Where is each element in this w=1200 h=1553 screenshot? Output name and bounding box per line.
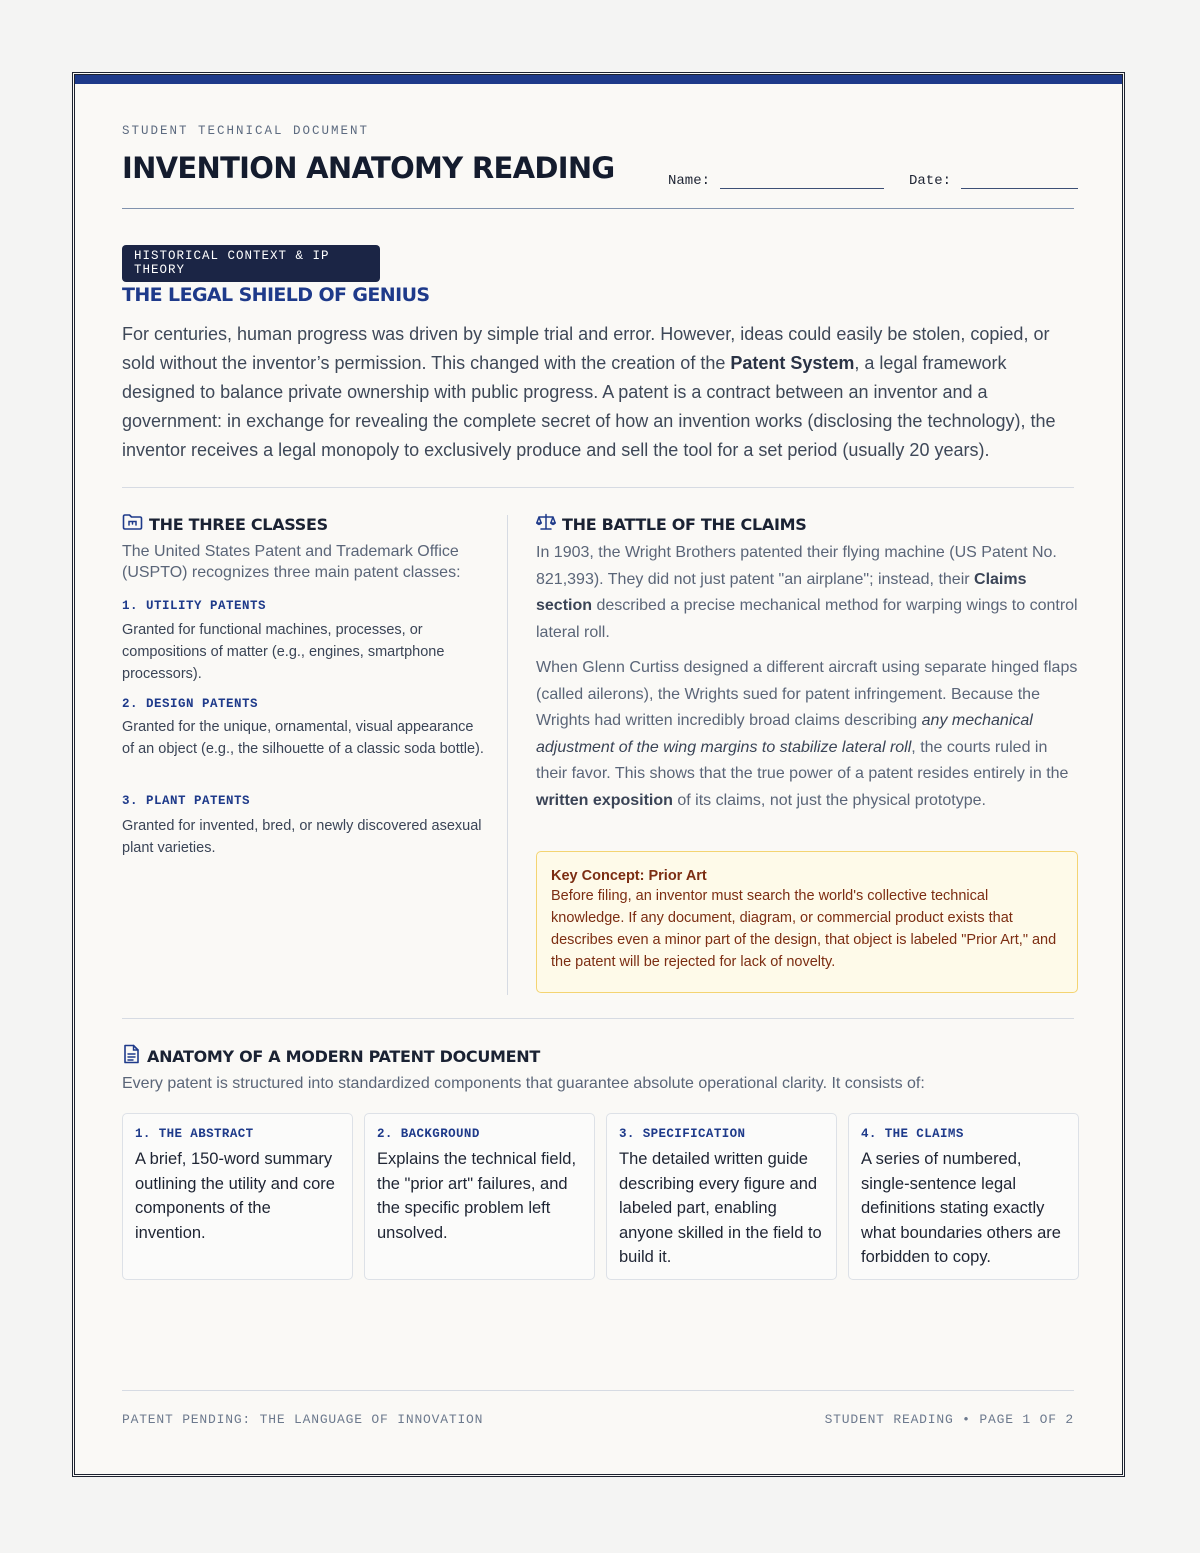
worksheet-page [72, 72, 1125, 1477]
name-field[interactable] [668, 170, 884, 189]
component-card-claims [848, 1113, 1079, 1280]
page-title: INVENTION ANATOMY READING [122, 151, 615, 185]
class-title-plant: 3. PLANT PATENTS [122, 794, 251, 808]
document-icon [122, 1044, 147, 1068]
date-input-line[interactable] [961, 170, 1078, 189]
card-body: A series of numbered, single-sentence legal definitions stating exactly what boundaries others are forbidden to copy. [861, 1150, 1061, 1266]
three-classes-heading [122, 513, 328, 535]
intro-paragraph: For centuries, human progress was driven by simple trial and error. However, ideas could easily be stolen, copied, or sold without the inventor’s permission. This changed with the creation of the Patent System, a legal framework designed to balance private ownership with public progress. A patent is a contract between an inventor and a government: in exchange for revealing the complete secret of how an invention works (disclosing the technology), the inventor receives a legal monopoly to exclusively produce and sell the tool for a set period (usually 20 years). [122, 324, 1056, 460]
callout-title: Key Concept: Prior Art [551, 868, 707, 884]
claims-heading [536, 513, 806, 535]
name-label: Name: [668, 173, 711, 189]
section-heading: THE LEGAL SHIELD OF GENIUS [122, 284, 430, 306]
prior-art-callout [536, 851, 1078, 993]
folder-icon [122, 513, 149, 535]
card-title: 3. SPECIFICATION [619, 1127, 746, 1141]
date-label: Date: [909, 173, 952, 189]
claims-title: THE BATTLE OF THE CLAIMS [562, 514, 807, 534]
card-body: A brief, 150-word summary outlining the utility and core components of the invention. [135, 1150, 335, 1242]
anatomy-divider [122, 1018, 1074, 1019]
document-eyebrow: STUDENT TECHNICAL DOCUMENT [122, 124, 370, 138]
component-card-specification [606, 1113, 837, 1280]
scale-icon [536, 513, 562, 535]
anatomy-heading [122, 1044, 540, 1068]
claims-section-term: Claims section [536, 570, 1027, 614]
classes-intro: The United States Patent and Trademark Office (USPTO) recognizes three main patent classes: [122, 543, 461, 581]
three-classes-title: THE THREE CLASSES [149, 514, 328, 534]
written-exposition-term: written exposition [536, 791, 673, 809]
card-title: 1. THE ABSTRACT [135, 1127, 254, 1141]
footer-right: STUDENT READING • PAGE 1 OF 2 [824, 1412, 1074, 1427]
callout-body: Before filing, an inventor must search the world's collective technical knowledge. If any document, diagram, or commercial product exists that describes even a minor part of the design, that object is labeled "Prior Art," and the patent will be rejected for lack of novelty. [551, 888, 1057, 970]
column-divider [507, 515, 508, 995]
name-input-line[interactable] [720, 170, 884, 189]
component-card-background [364, 1113, 595, 1280]
footer-left: PATENT PENDING: THE LANGUAGE OF INNOVATION [122, 1412, 484, 1427]
class-title-design: 2. DESIGN PATENTS [122, 697, 259, 711]
patent-system-term: Patent System [730, 353, 855, 373]
card-body: The detailed written guide describing every figure and labeled part, enabling anyone skilled in the field to build it. [619, 1150, 822, 1266]
section-pill: HISTORICAL CONTEXT & IP THEORY [122, 245, 380, 282]
claim-quote: any mechanical adjustment of the wing margins to stabilize lateral roll [536, 712, 1033, 756]
section-divider [122, 487, 1074, 488]
footer-divider [122, 1390, 1074, 1391]
class-body-design: Granted for the unique, ornamental, visual appearance of an object (e.g., the silhouette of a classic soda bottle). [122, 719, 484, 757]
date-field[interactable] [909, 170, 1078, 189]
header-divider [122, 208, 1074, 209]
top-accent-bar [75, 75, 1122, 84]
claims-paragraph-1: In 1903, the Wright Brothers patented their flying machine (US Patent No. 821,393). They did not just patent "an airplane"; instead, their Claims section described a precise mechanical method for warping wings to control lateral roll. [536, 544, 1078, 641]
class-body-utility: Granted for functional machines, processes, or compositions of matter (e.g., engines, smartphone processors). [122, 622, 445, 682]
anatomy-title: ANATOMY OF A MODERN PATENT DOCUMENT [147, 1046, 540, 1066]
claims-paragraph-2: When Glenn Curtiss designed a different aircraft using separate hinged flaps (called ailerons), the Wrights sued for patent infringement. Because the Wrights had written incredibly broad claims describing any mechanical adjustment of the wing margins to stabilize lateral roll, the courts ruled in their favor. This shows that the true power of a patent resides entirely in the written exposition of its claims, not just the physical prototype. [536, 659, 1078, 809]
card-title: 2. BACKGROUND [377, 1127, 480, 1141]
class-title-utility: 1. UTILITY PATENTS [122, 599, 267, 613]
card-title: 4. THE CLAIMS [861, 1127, 964, 1141]
card-body: Explains the technical field, the "prior art" failures, and the specific problem left unsolved. [377, 1150, 577, 1242]
class-body-plant: Granted for invented, bred, or newly discovered asexual plant varieties. [122, 818, 482, 856]
component-card-abstract [122, 1113, 353, 1280]
anatomy-intro: Every patent is structured into standardized components that guarantee absolute operational clarity. It consists of: [122, 1075, 925, 1092]
